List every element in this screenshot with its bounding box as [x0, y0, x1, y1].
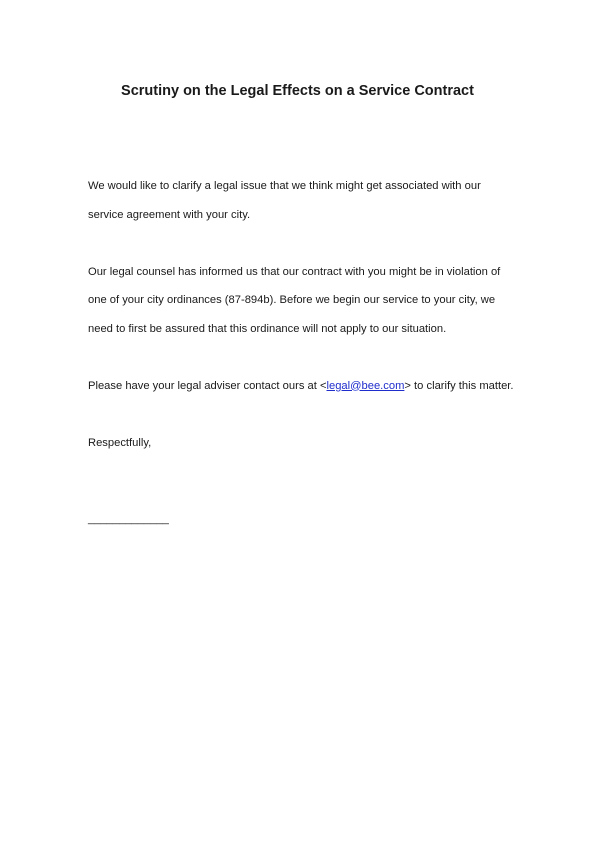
signature-line: _____________ — [88, 513, 169, 525]
document-title: Scrutiny on the Legal Effects on a Service Contract — [121, 83, 474, 99]
paragraph-contact — [88, 372, 518, 401]
paragraph-legal-counsel: Our legal counsel has informed us that our contract with you might be in violation of one of your city ordinances (87-894b). Before we begin our service to your city, we need to first be assured that this ordinance will not apply to our situation. — [88, 265, 501, 335]
contact-text-before: Please have your legal adviser contact ours at < — [88, 379, 327, 392]
paragraph-intro: We would like to clarify a legal issue that we think might get associated with our service agreement with your city. — [88, 180, 481, 221]
contact-text-after: > to clarify this matter. — [404, 379, 514, 392]
document-body — [88, 172, 518, 457]
email-link[interactable]: legal@bee.com — [326, 379, 405, 392]
closing-salutation: Respectfully, — [88, 436, 152, 449]
